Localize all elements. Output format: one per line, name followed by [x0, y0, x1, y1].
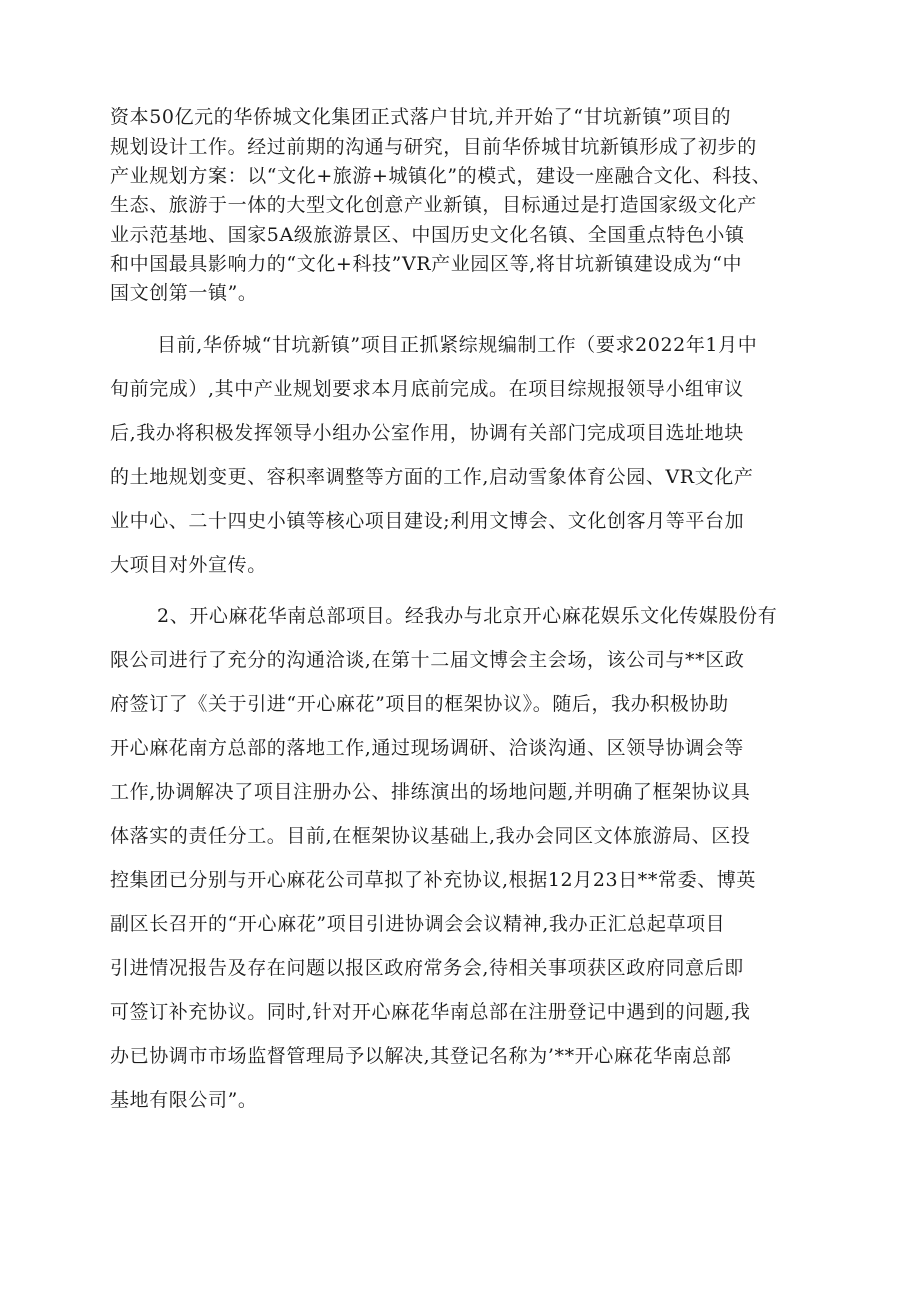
text-line: 府签订了《关于引进“开心麻花”项目的框架协议》。随后，我办积极协助	[110, 693, 729, 715]
text-line: 业中心、二十四史小镇等核心项目建设;利用文博会、文化创客月等平台加	[110, 510, 745, 532]
text-line: 开心麻花南方总部的落地工作,通过现场调研、洽谈沟通、区领导协调会等	[110, 737, 744, 759]
text-line: 可签订补充协议。同时,针对开心麻花华南总部在注册登记中遇到的问题,我	[110, 1001, 751, 1023]
text-line: 控集团已分别与开心麻花公司草拟了补充协议,根据12月23日**常委、博英	[110, 869, 756, 891]
text-line: 后,我办将积极发挥领导小组办公室作用，协调有关部门完成项目选址地块	[110, 422, 744, 444]
text-line: 规划设计工作。经过前期的沟通与研究，目前华侨城甘坑新镇形成了初步的	[110, 136, 757, 158]
text-line: 旬前完成）,其中产业规划要求本月底前完成。在项目综规报领导小组审议	[110, 378, 744, 400]
text-line: 生态、旅游于一体的大型文化创意产业新镇，目标通过是打造国家级文化产	[110, 194, 757, 216]
text-line: 产业规划方案：以“文化+旅游+城镇化”的模式，建设一座融合文化、科技、	[110, 165, 772, 187]
text-line: 业示范基地、国家5A级旅游景区、中国历史文化名镇、全国重点特色小镇	[110, 224, 745, 246]
text-line: 资本50亿元的华侨城文化集团正式落户甘坑,并开始了“甘坑新镇”项目的	[110, 106, 732, 128]
text-line: 体落实的责任分工。目前,在框架协议基础上,我办会同区文体旅游局、区投	[110, 825, 751, 847]
text-line: 2、开心麻花华南总部项目。经我办与北京开心麻花娱乐文化传媒股份有	[157, 605, 778, 627]
text-line: 基地有限公司”。	[110, 1089, 258, 1111]
text-line: 办已协调市市场监督管理局予以解决,其登记名称为’**开心麻花华南总部	[110, 1045, 732, 1067]
text-line: 的土地规划变更、容积率调整等方面的工作,启动雪象体育公园、VR文化产	[110, 466, 754, 488]
text-line: 国文创第一镇”。	[110, 282, 258, 304]
text-line: 限公司进行了充分的沟通洽谈,在第十二届文博会主会场，该公司与**区政	[110, 649, 745, 671]
text-line: 大项目对外宣传。	[110, 554, 267, 576]
text-line: 和中国最具影响力的“文化+科技”VR产业园区等,将甘坑新镇建设成为“中	[110, 253, 743, 275]
text-line: 引进情况报告及存在问题以报区政府常务会,待相关事项获区政府同意后即	[110, 957, 744, 979]
text-line: 工作,协调解决了项目注册办公、排练演出的场地问题,并明确了框架协议具	[110, 781, 751, 803]
text-line: 副区长召开的“开心麻花”项目引进协调会会议精神,我办正汇总起草项目	[110, 913, 726, 935]
text-line: 目前,华侨城“甘坑新镇”项目正抓紧综规编制工作（要求2022年1月中	[157, 334, 758, 356]
